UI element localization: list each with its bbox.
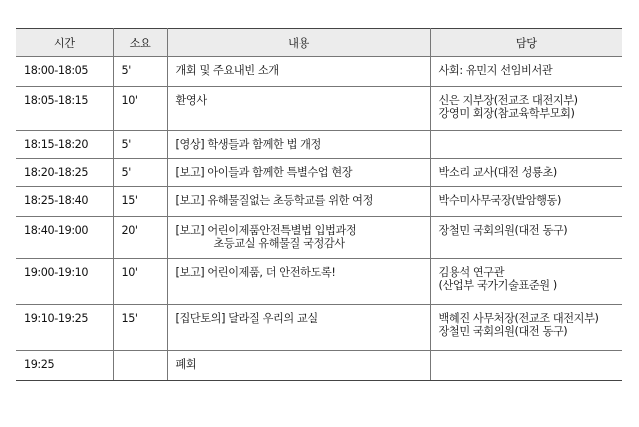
owner-line: 강영미 회장(참교육학부모회) <box>438 107 575 120</box>
content-line: [보고] 어린이제품, 더 안전하도록! <box>175 266 336 279</box>
duration-cell <box>113 351 167 381</box>
duration-cell: 10' <box>113 87 167 131</box>
content-cell <box>167 259 430 305</box>
duration-cell: 10' <box>113 259 167 305</box>
time-cell: 18:05-18:15 <box>16 87 113 131</box>
header-time: 시간 <box>16 29 113 57</box>
time-cell: 18:15-18:20 <box>16 131 113 159</box>
time-cell: 19:10-19:25 <box>16 305 113 351</box>
owner-line: 사회: 유민지 선임비서관 <box>438 64 553 77</box>
content-cell <box>167 305 430 351</box>
owner-cell <box>430 159 622 187</box>
content-line: 환영사 <box>175 94 207 107</box>
time-cell: 19:00-19:10 <box>16 259 113 305</box>
table-row <box>16 305 622 351</box>
content-line: [보고] 어린이제품안전특별법 입법과정 <box>175 224 357 237</box>
content-line: [영상] 학생들과 함께한 법 개정 <box>175 138 321 151</box>
owner-cell <box>430 351 622 381</box>
content-cell <box>167 187 430 217</box>
time-cell: 18:00-18:05 <box>16 57 113 87</box>
duration-cell: 5' <box>113 159 167 187</box>
time-cell: 18:25-18:40 <box>16 187 113 217</box>
content-cell <box>167 87 430 131</box>
duration-cell: 15' <box>113 305 167 351</box>
header-duration: 소요 <box>113 29 167 57</box>
owner-line: 박수미사무국장(발암행동) <box>438 194 561 207</box>
duration-cell: 15' <box>113 187 167 217</box>
content-cell <box>167 57 430 87</box>
owner-cell <box>430 187 622 217</box>
owner-cell <box>430 87 622 131</box>
owner-line: 신은 지부장(전교조 대전지부) <box>438 94 578 107</box>
owner-line: 백혜진 사무처장(전교조 대전지부) <box>438 312 599 325</box>
owner-cell <box>430 131 622 159</box>
content-line: 개회 및 주요내빈 소개 <box>175 64 279 77</box>
owner-line: 장철민 국회의원(대전 동구) <box>438 224 568 237</box>
owner-cell <box>430 259 622 305</box>
table-row <box>16 57 622 87</box>
table-row <box>16 259 622 305</box>
header-owner: 담당 <box>430 29 622 57</box>
time-cell: 19:25 <box>16 351 113 381</box>
table-row <box>16 351 622 381</box>
content-line: 폐회 <box>175 358 197 371</box>
owner-line: 장철민 국회의원(대전 동구) <box>438 325 568 338</box>
header-content: 내용 <box>167 29 430 57</box>
content-line: [보고] 아이들과 함께한 특별수업 현장 <box>175 166 353 179</box>
owner-line: 김용석 연구관 <box>438 266 505 279</box>
owner-cell <box>430 305 622 351</box>
content-line: [보고] 유해물질없는 초등학교를 위한 여정 <box>175 194 373 207</box>
owner-line: 박소리 교사(대전 성룡초) <box>438 166 557 179</box>
time-cell: 18:20-18:25 <box>16 159 113 187</box>
table-row <box>16 131 622 159</box>
table-row <box>16 217 622 259</box>
schedule-table <box>16 28 622 381</box>
duration-cell: 20' <box>113 217 167 259</box>
content-line: [집단토의] 달라질 우리의 교실 <box>175 312 318 325</box>
table-row <box>16 187 622 217</box>
header-row <box>16 29 622 57</box>
content-cell <box>167 131 430 159</box>
table-row <box>16 87 622 131</box>
content-cell <box>167 159 430 187</box>
table-row <box>16 159 622 187</box>
duration-cell: 5' <box>113 57 167 87</box>
duration-cell: 5' <box>113 131 167 159</box>
owner-cell <box>430 57 622 87</box>
content-line: 초등교실 유해물질 국정감사 <box>213 237 345 250</box>
content-cell <box>167 351 430 381</box>
content-cell <box>167 217 430 259</box>
owner-line: (산업부 국가기술표준원 ) <box>438 279 557 292</box>
time-cell: 18:40-19:00 <box>16 217 113 259</box>
owner-cell <box>430 217 622 259</box>
